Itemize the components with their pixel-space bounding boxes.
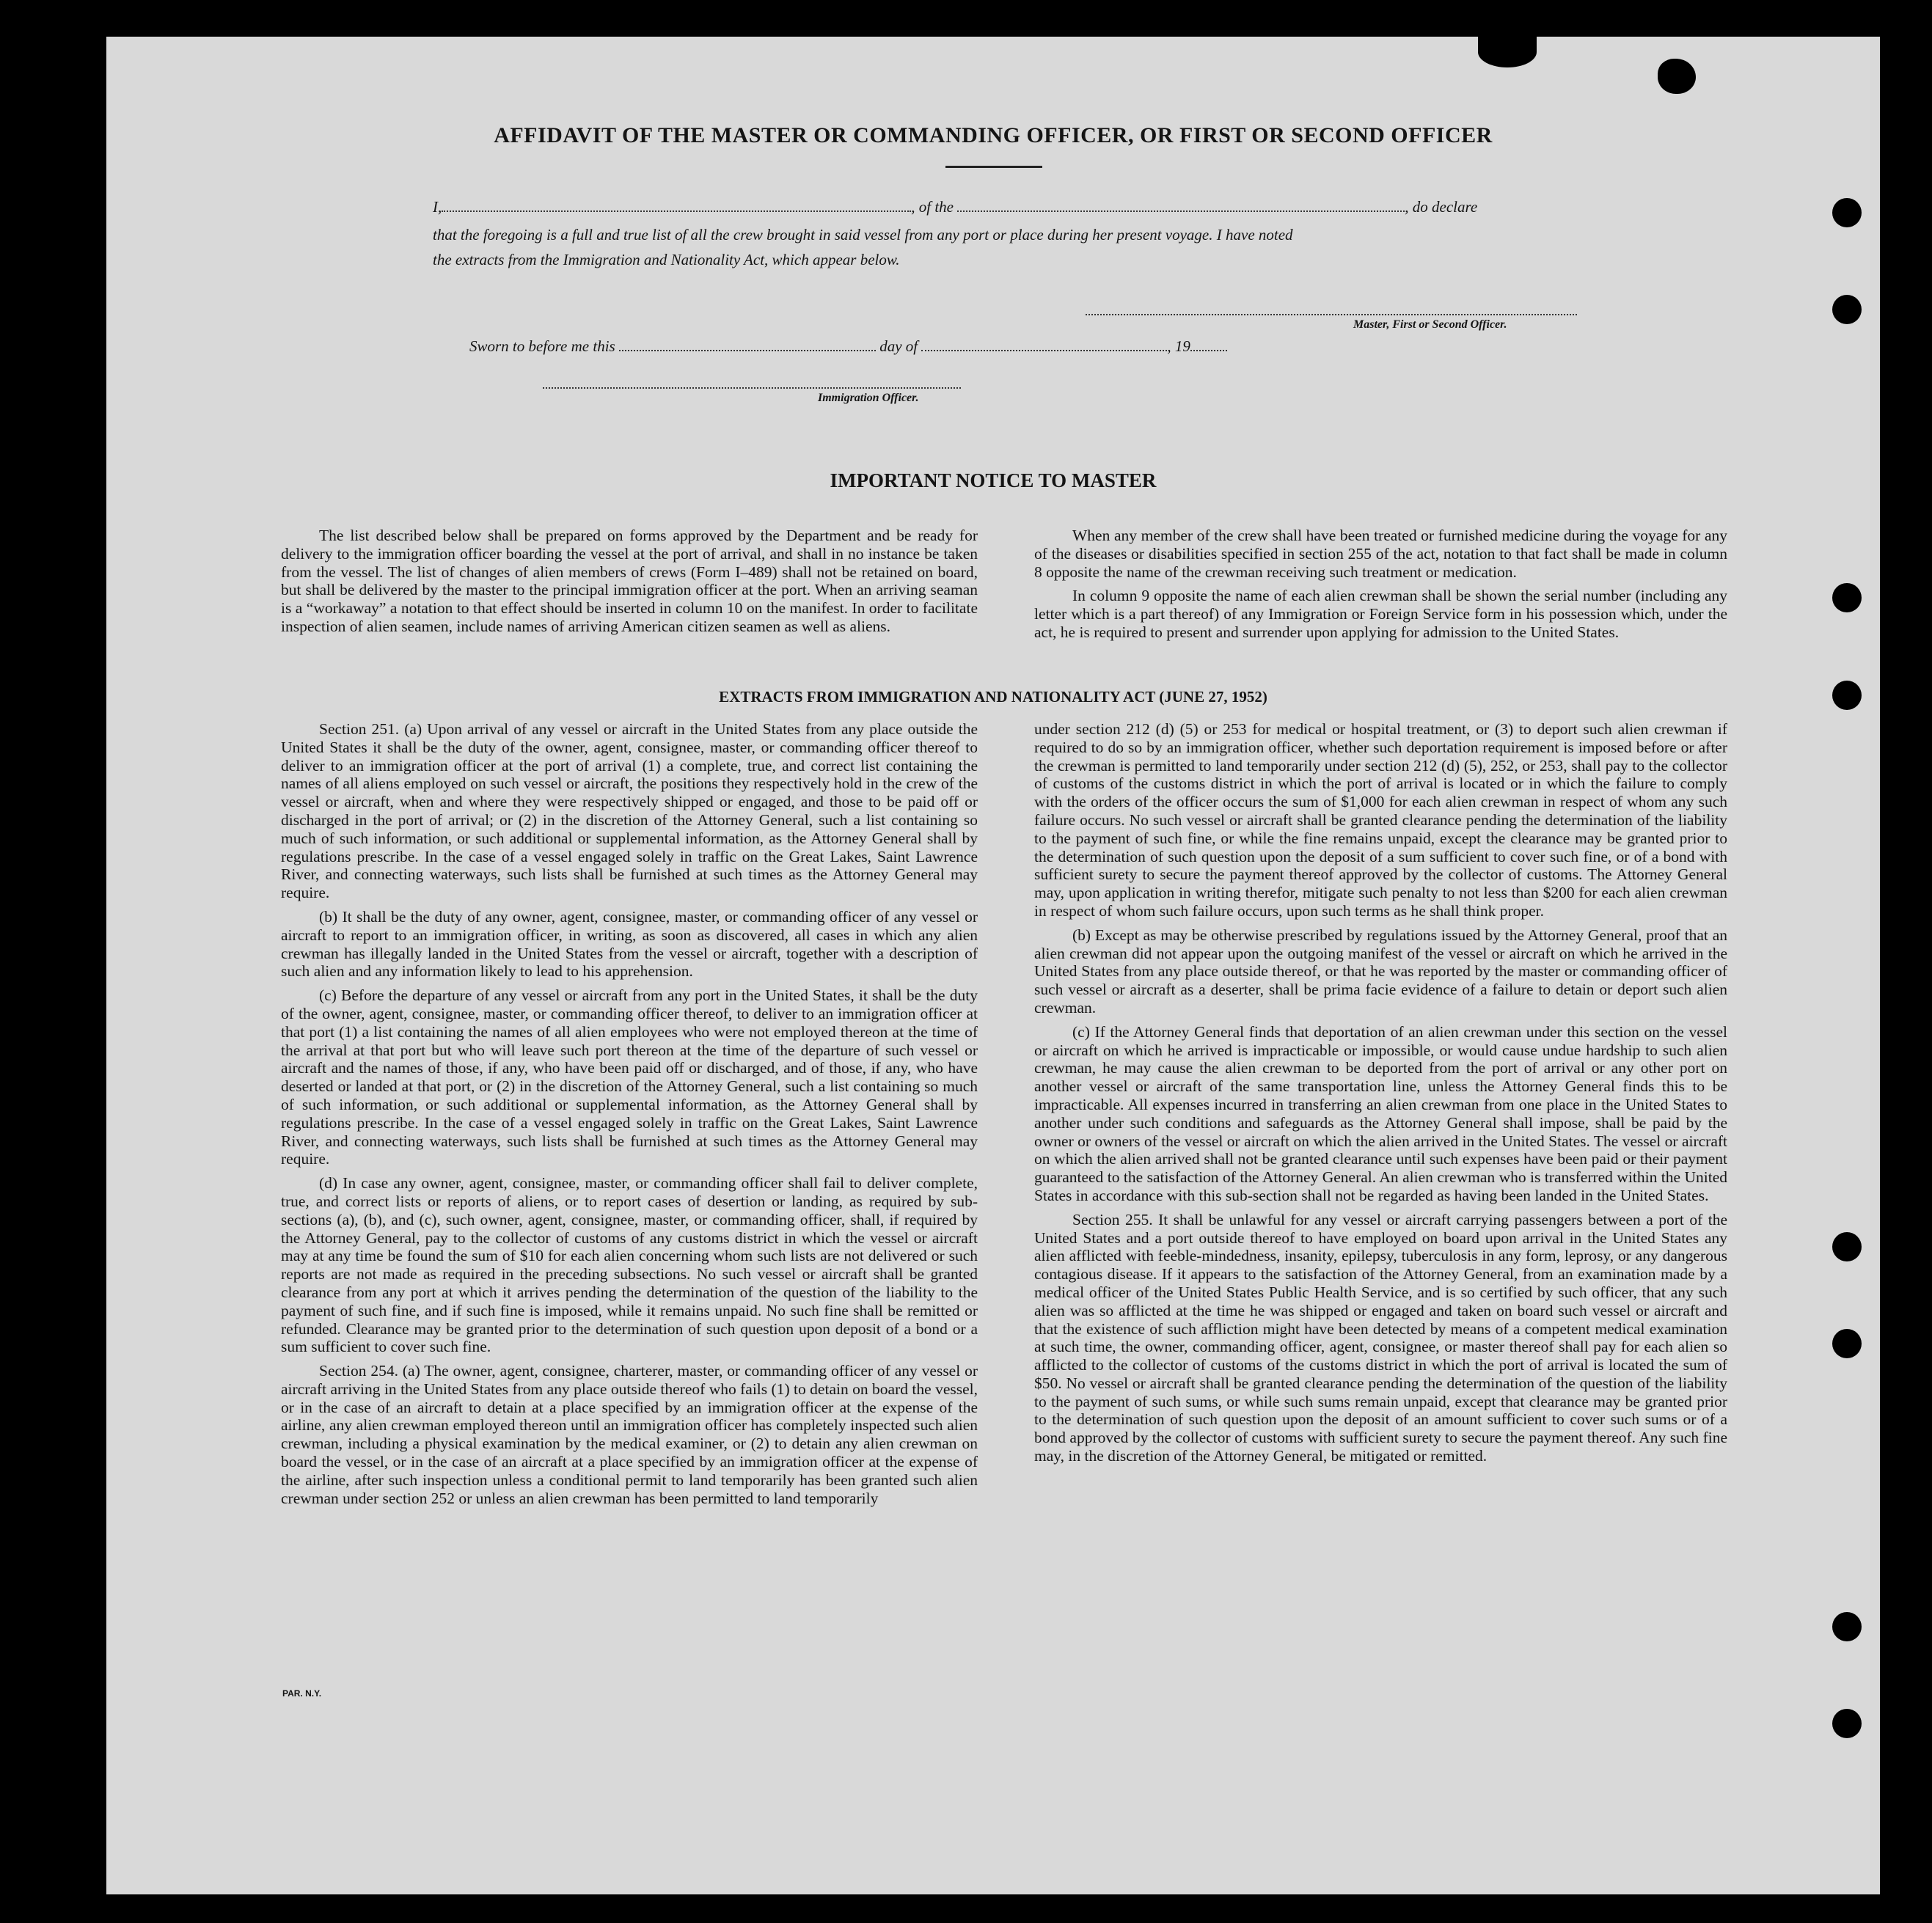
extracts-title: EXTRACTS FROM IMMIGRATION AND NATIONALITY ACT (JUNE 27, 1952) (719, 688, 1267, 706)
notice-paragraph: The list described below shall be prepared on forms approved by the Department and be ready for delivery to the immigration officer boarding the vessel at the port of arrival, and shall in no instance be taken from the vessel. The list of changes of alien members of crews (Form I–489) shall not be retained on board, but shall be delivered by the master to the principal immigration officer at the port. When an arriving seaman is a “workaway” a notation to that effect should be inserted in column 10 on the manifest. In order to facilitate inspection of alien seamen, include names of arriving American citizen seamen as well as aliens. (281, 527, 978, 635)
statute-paragraph: (c) If the Attorney General finds that deportation of an alien crewman under this section on the vessel or aircraft on which he arrived is impracticable or impossible, or would cause undue hardship to such alien crewman, he may cause the alien crewman to be deported from the port of arrival or any other port on another vessel or aircraft of the same transportation line, unless the Attorney General finds this to be impracticable. All expenses incurred in transferring an alien crewman from one place in the United States to another under such conditions and safeguards as the Attorney General shall impose, shall be paid by the owner or owners of the vessel or aircraft on which the alien arrived in the United States. The vessel or aircraft on which the alien arrived shall not be granted clearance until such expenses have been paid or their payment guaranteed to the satisfaction of the Attorney General. An alien crewman who is transferred within the United States in accordance with this sub-section shall not be regarded as having been landed in the United States. (1034, 1022, 1727, 1204)
master-signature-label: Master, First or Second Officer. (1353, 318, 1507, 331)
vessel-field[interactable] (957, 200, 1405, 212)
paper-tear (1478, 37, 1537, 67)
statute-paragraph: (d) In case any owner, agent, consignee, master, or commanding officer shall fail to deliver complete, true, and correct lists or reports of aliens, or to report cases of desertion or landing, as required by sub-sections (a), (b), and (c), such owner, agent, consignee, master, or commanding officer, shall, if required by the Attorney General, pay to the collector of customs of any customs district in which the vessel or aircraft may at any time be found the sum of $10 for each alien concerning whom such lists are not delivered or such reports are not made as required in the preceding subsections. No such vessel or aircraft shall be granted clearance from any port at which it arrives pending the determination of the question of the liability to the payment of such fine, and if such fine is imposed, while it remains unpaid. No such fine shall be remitted or refunded. Clearance may be granted prior to the determination of such question upon deposit of a bond or a sum sufficient to cover such fine. (281, 1174, 978, 1356)
statute-paragraph: (c) Before the departure of any vessel or aircraft from any port in the United States, it shall be the duty of the owner, agent, consignee, master, or commanding officer thereof, to deliver to an immigration officer at that port (1) a list containing the names of all alien employees who were not employed thereon at the time of the arrival at that port but who will leave such port thereon at the time of the departure of such vessel or aircraft and the names of those, if any, who have been paid off or discharged, and of those, if any, who have deserted or landed at that port, or (2) in the discretion of the Attorney General, such a list containing so much of such information, or such additional or supplemental information, as the Attorney General shall by regulations prescribe. In the case of a vessel engaged solely in traffic on the Great Lakes, Saint Lawrence River, and connecting waterways, such lists shall be furnished at such times as the Attorney General may require. (281, 986, 978, 1168)
title-rule (945, 166, 1042, 168)
sworn-year-field[interactable] (1190, 340, 1227, 351)
binder-hole (1832, 1232, 1862, 1261)
statute-paragraph: (b) Except as may be otherwise prescribed by regulations issued by the Attorney General, proof that an alien crewman did not appear upon the outgoing manifest of the vessel or aircraft on which he arrived in the United States from any place outside thereof, or that he was reported by the master or commanding officer of such vessel or aircraft as a deserter, shall be prima facie evidence of a failure to detain or deport such alien crewman. (1034, 926, 1727, 1017)
notice-title: IMPORTANT NOTICE TO MASTER (830, 469, 1157, 491)
statute-paragraph: Section 251. (a) Upon arrival of any vessel or aircraft in the United States from any place outside the United States it shall be the duty of the owner, agent, consignee, master, or commanding officer thereof to deliver to an immigration officer at the port of arrival (1) a complete, true, and correct list containing the names of all aliens employed on such vessel or aircraft, the positions they respectively hold in the crew of the vessel or aircraft, when and where they were respectively shipped or engaged, and those to be paid off or discharged in the port of arrival; or (2) in the discretion of the Attorney General, such a list containing so much of such information, or such additional or supplemental information, as the Attorney General shall by regulations prescribe. In the case of a vessel engaged solely in traffic on the Great Lakes, Saint Lawrence River, and connecting waterways, such lists shall be furnished at such times as the Attorney General may require. (281, 720, 978, 902)
master-signature-line[interactable] (1086, 314, 1577, 315)
declaration-text: the extracts from the Immigration and Nationality Act, which appear below. (433, 251, 900, 268)
sworn-month-field[interactable] (921, 340, 1167, 351)
form-page (106, 37, 1880, 1894)
notice-paragraph: In column 9 opposite the name of each alien crewman shall be shown the serial number (including any letter which is a part thereof) of any Immigration or Foreign Service form in his possession which, under the act, he is required to present and surrender upon applying for admission to the United States. (1034, 587, 1727, 641)
notice-left-column (281, 527, 978, 642)
statute-paragraph: (b) It shall be the duty of any owner, agent, consignee, master, or commanding officer of any vessel or aircraft to report to an immigration officer, in writing, as soon as discovered, all cases in which any alien crewman has illegally landed in the United States from the vessel or aircraft, together with a description of such alien and any information likely to lead to his apprehension. (281, 907, 978, 981)
notice-paragraph: When any member of the crew shall have been treated or furnished medicine during the voyage for any of the diseases or disabilities specified in section 255 of the act, notation to that fact shall be made in column 8 opposite the name of the crewman receiving such treatment or medication. (1034, 527, 1727, 581)
binder-hole (1832, 1612, 1862, 1641)
sworn-day-field[interactable] (619, 340, 876, 351)
affidavit-title: AFFIDAVIT OF THE MASTER OR COMMANDING OFFICER, OR FIRST OR SECOND OFFICER (494, 123, 1493, 147)
statute-paragraph: Section 255. It shall be unlawful for any vessel or aircraft carrying passengers between a port of the United States and a port outside thereof to have employed on board upon arrival in the United States any alien afflicted with feeble-mindedness, insanity, epilepsy, tuberculosis in any form, leprosy, or any dangerous contagious disease. If it appears to the satisfaction of the Attorney General, from an examination made by a medical officer of the United States Public Health Service, and is so certified by such officer, that any such alien was so afflicted at the time he was shipped or engaged and taken on board such vessel or aircraft and that the existence of such affliction might have been detected by means of a competent medical examination at such time, the owner, commanding officer, agent, consignee, or master thereof shall pay for each alien so afflicted to the collector of customs of the customs district in which the port of arrival is located the sum of $50. No vessel or aircraft shall be granted clearance pending the determination of the question of the liability to the payment of such sums, or while such sums remain unpaid, except that clearance may be granted prior to the determination of such question upon the deposit of an amount sufficient to cover such sums or of a bond approved by the collector of customs with sufficient surety to secure the payment thereof. Any such fine may, in the discretion of the Attorney General, be mitigated or remitted. (1034, 1210, 1727, 1465)
binder-hole (1832, 198, 1862, 227)
declaration-text: that the foregoing is a full and true list of all the crew brought in said vessel from any port or place during her present voyage. I have noted (433, 226, 1293, 243)
sworn-line: Sworn to before me this day of , 19 (469, 337, 1227, 356)
binder-hole (1832, 1329, 1862, 1358)
extracts-right-column (1034, 720, 1727, 1471)
statute-paragraph: under section 212 (d) (5) or 253 for medical or hospital treatment, or (3) to deport such alien crewman if required to do so by an immigration officer, whether such deportation requirement is imposed before or after the crewman is permitted to land temporarily under section 212 (d) (5), 252, or 253, shall pay to the collector of customs of the customs district in which the port of arrival is located or in which the failure to comply with the orders of the officer occurs the sum of $1,000 for each alien crewman in respect of whom any such failure occurs. No such vessel or aircraft shall be granted clearance pending the determination of the liability to the payment of such fine, or while the fine remains unpaid, except the clearance may be granted prior to the determination of such question upon the deposit of a sum sufficient to cover such fine, or of a bond with sufficient surety to secure the payment thereof approved by the collector of customs. The Attorney General may, upon application in writing therefor, mitigate such penalty to not less than $200 for each alien crewman in respect of whom such failure occurs, upon such terms as he shall think proper. (1034, 720, 1727, 920)
extracts-left-column (281, 720, 978, 1513)
officer-signature-label: Immigration Officer. (818, 392, 919, 404)
notice-right-column (1034, 527, 1727, 648)
name-field[interactable] (442, 200, 911, 212)
binder-hole (1832, 1709, 1862, 1738)
binder-hole (1832, 583, 1862, 612)
printer-imprint: PAR. N.Y. (282, 1688, 322, 1699)
officer-signature-line[interactable] (543, 387, 961, 389)
declaration-line: I, , of the , do declare (433, 198, 1478, 216)
paper-tear (1658, 59, 1696, 94)
binder-hole (1832, 295, 1862, 324)
statute-paragraph: Section 254. (a) The owner, agent, consignee, charterer, master, or commanding officer of any vessel or aircraft arriving in the United States from any place outside thereof who fails (1) to detain on board the vessel, or in the case of an aircraft to detain at a place specified by an immigration officer at the expense of the airline, any alien crewman employed thereon until an immigration officer has completely inspected such alien crewman, including a physical examination by the medical examiner, or (2) to detain any alien crewman on board the vessel, or in the case of an aircraft at a place specified by an immigration officer at the expense of the airline, after such inspection unless a conditional permit to land temporarily has been granted such alien crewman under section 252 or unless an alien crewman has been permitted to land temporarily (281, 1362, 978, 1507)
